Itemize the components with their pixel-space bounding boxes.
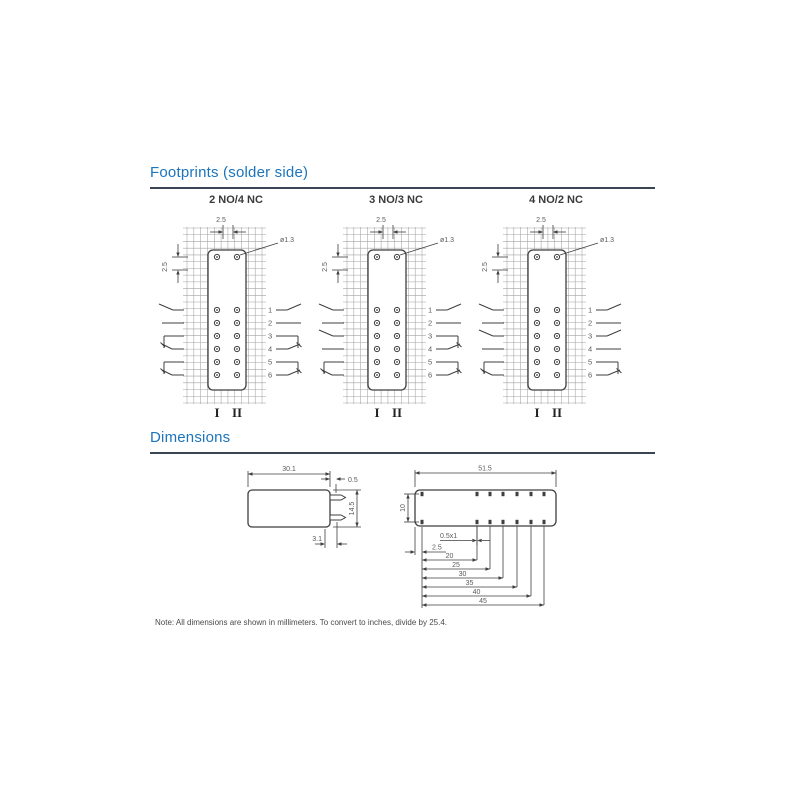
svg-text:4: 4 [268,344,273,354]
footprint-diagram-4no2nc [474,210,638,434]
svg-text:6: 6 [588,370,593,380]
dimensions-section-title: Dimensions [150,429,231,446]
svg-text:45: 45 [479,598,487,606]
svg-text:30: 30 [458,571,467,579]
svg-text:40: 40 [472,589,481,597]
svg-text:0.5: 0.5 [348,477,358,484]
svg-text:35: 35 [465,580,474,588]
svg-text:51.5: 51.5 [478,465,492,473]
svg-text:14.5: 14.5 [349,501,356,516]
svg-text:5: 5 [588,357,593,367]
svg-text:I: I [374,405,380,420]
svg-text:1: 1 [268,305,273,315]
svg-text:2.5: 2.5 [482,262,489,272]
svg-text:3: 3 [588,331,593,341]
footprint-diagram-3no3nc [314,210,478,434]
footprints-section-rule [150,187,655,189]
svg-text:II: II [231,405,243,420]
svg-text:II: II [391,405,403,420]
svg-text:2.5: 2.5 [322,262,329,272]
svg-text:2: 2 [268,318,273,328]
svg-text:4: 4 [588,344,593,354]
svg-text:2.5: 2.5 [536,217,546,224]
svg-text:ø1.3: ø1.3 [280,237,295,244]
footprint-title-4no2nc: 4 NO/2 NC [529,194,583,206]
svg-text:I: I [214,405,220,420]
svg-text:0.5x1: 0.5x1 [440,533,458,540]
svg-text:2.5: 2.5 [432,544,442,552]
svg-text:1: 1 [428,305,433,315]
svg-text:6: 6 [268,370,273,380]
svg-text:30.1: 30.1 [282,466,296,473]
footprints-section-title: Footprints (solder side) [150,164,309,181]
svg-text:10: 10 [400,504,407,512]
svg-text:5: 5 [428,357,433,367]
svg-text:20: 20 [445,553,454,561]
units-note: Note: All dimensions are shown in millimeters. To convert to inches, divide by 25.4. [155,618,447,627]
svg-text:2: 2 [588,318,593,328]
svg-text:3: 3 [428,331,433,341]
svg-text:3: 3 [268,331,273,341]
svg-text:6: 6 [428,370,433,380]
svg-text:4: 4 [428,344,433,354]
svg-text:2.5: 2.5 [162,262,169,272]
svg-text:II: II [551,405,563,420]
svg-text:1: 1 [588,305,593,315]
footprint-title-2no4nc: 2 NO/4 NC [209,194,263,206]
side-view-drawing [230,458,380,573]
svg-text:3.1: 3.1 [312,536,322,543]
footprint-diagram-2no4nc [154,210,318,434]
svg-text:2: 2 [428,318,433,328]
footprint-title-3no3nc: 3 NO/3 NC [369,194,423,206]
svg-text:ø1.3: ø1.3 [600,237,615,244]
svg-text:I: I [534,405,540,420]
bottom-view-drawing [400,458,662,615]
svg-text:2.5: 2.5 [376,217,386,224]
svg-text:5: 5 [268,357,273,367]
svg-text:25: 25 [452,562,460,570]
dimensions-section-rule [150,452,655,454]
svg-text:ø1.3: ø1.3 [440,237,455,244]
svg-text:2.5: 2.5 [216,217,226,224]
